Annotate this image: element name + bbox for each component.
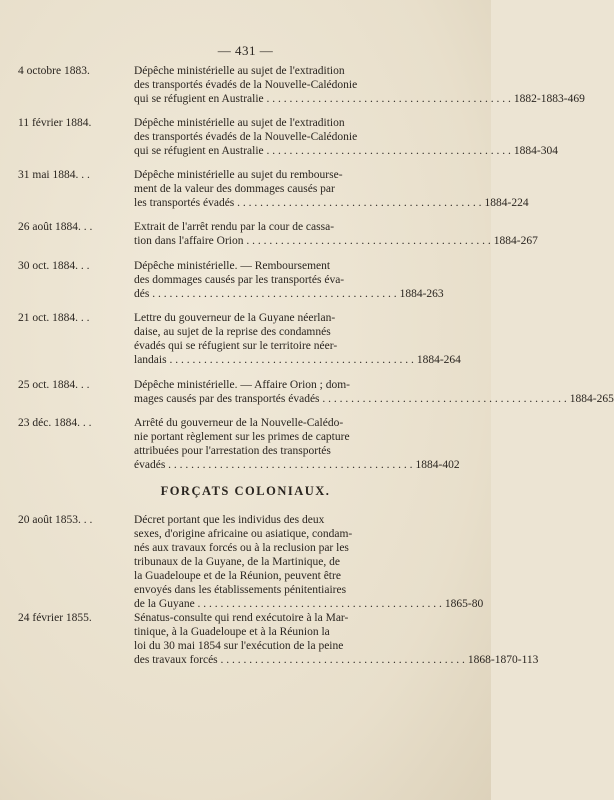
entry-date: 4 octobre 1883. [18,65,90,77]
entry-line: loi du 30 mai 1854 sur l'exécution de la peine [134,640,344,652]
entry-date: 31 mai 1884. . . [18,169,90,181]
entry-line: des dommages causés par les transportés éva- [134,274,345,286]
entry-text [134,611,539,667]
dot-leader [165,459,412,471]
entry-reference: 1884-263 [399,288,444,300]
entry-last-line [134,92,585,106]
entry-line: sexes, d'origine africaine ou asiatique, condam- [134,528,353,540]
entry-text [134,259,476,301]
entry-line: ment de la valeur des dommages causés par [134,183,335,195]
entry-line: Décret portant que les individus des deux [134,514,325,526]
entry-reference: 1884-304 [513,145,558,157]
entry-line: tion dans l'affaire Orion [134,235,244,247]
entry-reference: 1868-1870-113 [467,654,539,666]
page-number: — 431 — [217,43,274,58]
section-heading: FORÇATS COLONIAUX. [160,484,331,498]
entry-text [134,378,614,406]
entry-text [134,116,558,158]
entry-text [134,311,476,367]
dot-leader [218,654,465,666]
entry-line: landais [134,354,167,366]
entry-reference: 1865-80 [444,598,484,610]
entry-line: Dépêche ministérielle au sujet de l'extradition [134,117,345,129]
entry-line: Dépêche ministérielle au sujet du rembourse- [134,169,343,181]
entry-line: tribunaux de la Guyane, de la Martinique, de [134,556,340,568]
entry-line: nie portant règlement sur les primes de capture [134,431,350,443]
entry-line: des transportés évadés de la Nouvelle-Calédonie [134,131,358,143]
entry-line: Dépêche ministérielle. — Affaire Orion ; dom- [134,379,350,391]
entry-reference: 1884-267 [493,235,538,247]
entry-last-line [134,653,539,667]
entry-text [134,168,529,210]
entry-last-line [134,597,484,611]
entry-last-line [134,353,476,367]
entry-date: 21 oct. 1884. . . [18,312,90,324]
entry-text [134,64,585,106]
dot-leader [167,354,414,366]
entry-date: 30 oct. 1884. . . [18,260,90,272]
dot-leader [320,393,567,405]
entry-line: qui se réfugient en Australie [134,145,264,157]
dot-leader [149,288,396,300]
entry-reference: 1884-402 [415,459,460,471]
entry-line: Dépêche ministérielle. — Remboursement [134,260,331,272]
entry-date: 11 février 1884. [18,117,92,129]
entry-last-line [134,144,558,158]
entry-line: daise, au sujet de la reprise des condamnés [134,326,331,338]
entry-text [134,513,484,611]
entry-reference: 1884-224 [484,197,529,209]
entry-reference: 1884-264 [416,354,461,366]
entry-date: 25 oct. 1884. . . [18,379,90,391]
entry-line: envoyés dans les établissements pénitentiaires [134,584,347,596]
entry-line: Dépêche ministérielle au sujet de l'extradition [134,65,345,77]
entry-last-line [134,234,538,248]
entry-line: les transportés évadés [134,197,235,209]
entry-last-line [134,196,529,210]
entry-text [134,220,538,248]
entry-reference: 1882-1883-469 [513,93,585,105]
entry-date: 24 février 1855. [18,612,92,624]
entry-line: la Guadeloupe et de la Réunion, peuvent être [134,570,341,582]
entry-last-line [134,392,614,406]
entry-line: Lettre du gouverneur de la Guyane néerlan- [134,312,336,324]
entry-line: nés aux travaux forcés ou à la reclusion par les [134,542,349,554]
entry-line: attribuées pour l'arrestation des transportés [134,445,331,457]
entry-date: 26 août 1884. . . [18,221,93,233]
entry-line: tinique, à la Guadeloupe et à la Réunion la [134,626,330,638]
entry-text [134,416,476,472]
entry-line: Extrait de l'arrêt rendu par la cour de cassa- [134,221,335,233]
entry-line: qui se réfugient en Australie [134,93,264,105]
entry-line: mages causés par des transportés évadés [134,393,320,405]
entry-line: Sénatus-consulte qui rend exécutoire à la Mar- [134,612,349,624]
entry-line: Arrêté du gouverneur de la Nouvelle-Calédo- [134,417,344,429]
entry-reference: 1884-265 [569,393,614,405]
dot-leader [195,598,442,610]
entry-line: de la Guyane [134,598,195,610]
entry-date: 23 déc. 1884. . . [18,417,92,429]
dot-leader [243,235,490,247]
dot-leader [264,93,511,105]
entry-line: des transportés évadés de la Nouvelle-Calédonie [134,79,358,91]
entry-line: des travaux forcés [134,654,218,666]
dot-leader [264,145,511,157]
entry-last-line [134,458,476,472]
entry-line: évadés qui se réfugient sur le territoire néer- [134,340,338,352]
entry-line: dés [134,288,150,300]
entry-date: 20 août 1853. . . [18,514,93,526]
entry-line: évadés [134,459,166,471]
entry-last-line [134,287,476,301]
dot-leader [234,197,481,209]
